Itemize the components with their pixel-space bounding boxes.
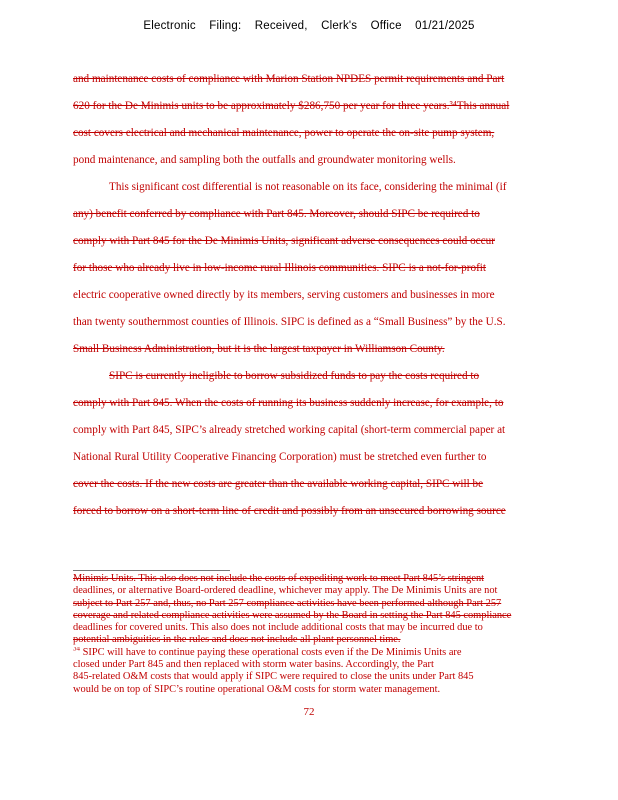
body-line: any) benefit conferred by compliance with Part 845. Moreover, should SIPC be required to	[73, 208, 480, 220]
body-text	[73, 70, 543, 529]
footnote-separator	[73, 570, 230, 571]
footnote-34-marker: 34	[73, 646, 80, 653]
body-line: forced to borrow on a short-term line of credit and possibly from an unsecured borrowing source	[73, 505, 506, 517]
footnote-line: Minimis Units. This also does not include the costs of expediting work to meet Part 845’s stringent	[73, 573, 485, 584]
page-number: 72	[303, 706, 315, 718]
body-line: National Rural Utility Cooperative Financing Corporation) must be stretched even further to	[73, 451, 487, 463]
body-line: SIPC is currently ineligible to borrow subsidized funds to pay the costs required to	[109, 370, 480, 382]
body-line: cover the costs. If the new costs are greater than the available working capital, SIPC will be	[73, 478, 484, 490]
body-line: Small Business Administration, but it is the largest taxpayer in Williamson County.	[73, 343, 445, 355]
body-line: comply with Part 845 for the De Minimis Units, significant adverse consequences could occur	[73, 235, 495, 247]
footnote-line: coverage and related compliance activities were assumed by the Board in setting the Part 845 compliance	[73, 609, 512, 621]
footnote-line: deadlines, or alternative Board-ordered deadline, whichever may apply. The De Minimis Units are not	[73, 585, 498, 597]
footnotes	[73, 573, 548, 696]
footnote-34-text: SIPC will have to continue paying these operational costs even if the De Minimis Units are	[82, 646, 462, 658]
footnote-34-line	[73, 647, 548, 659]
footnote-34-line: closed under Part 845 and then replaced with storm water basins. Accordingly, the Part	[73, 659, 434, 671]
footnote-34	[73, 647, 548, 696]
body-line: and maintenance costs of compliance with Marion Station NPDES permit requirements and Part	[73, 73, 505, 85]
body-line: than twenty southernmost counties of Illinois. SIPC is defined as a “Small Business” by the U.S.	[73, 316, 506, 328]
footnote-34-line: 845-related O&M costs that would apply if SIPC were required to close the units under Part 845	[73, 671, 474, 683]
footnote-line: deadlines for covered units. This also does not include additional costs that may be incurred due to	[73, 622, 483, 634]
footnote-34-line: would be on top of SIPC’s routine operational O&M costs for storm water management.	[73, 683, 441, 695]
footnote-continuation	[73, 573, 548, 647]
body-line: comply with Part 845, SIPC’s already stretched working capital (short-term commercial paper at	[73, 424, 506, 436]
body-line: 620 for the De Minimis units to be approximately $286,750 per year for three years.³⁴This annual	[73, 100, 510, 112]
footnote-line: potential ambiguities in the rules and does not include all plant personnel time.	[73, 634, 401, 646]
footnote-line: subject to Part 257 and, thus, no Part 257 compliance activities have been performed although Part 257	[73, 597, 502, 609]
body-line: comply with Part 845. When the costs of running its business suddenly increase, for example, to	[73, 397, 504, 409]
body-line: cost covers electrical and mechanical maintenance, power to operate the on-site pump system,	[73, 127, 495, 139]
body-line: for those who already live in low-income rural Illinois communities. SIPC is a not-for-profit	[73, 262, 487, 274]
electronic-filing-header: Electronic Filing: Received, Clerk's Office 01/21/2025	[143, 20, 475, 32]
body-line: pond maintenance, and sampling both the outfalls and groundwater monitoring wells.	[73, 154, 456, 166]
body-line: This significant cost differential is not reasonable on its face, considering the minimal (if	[109, 181, 507, 193]
body-line: electric cooperative owned directly by its members, serving customers and businesses in more	[73, 289, 495, 301]
